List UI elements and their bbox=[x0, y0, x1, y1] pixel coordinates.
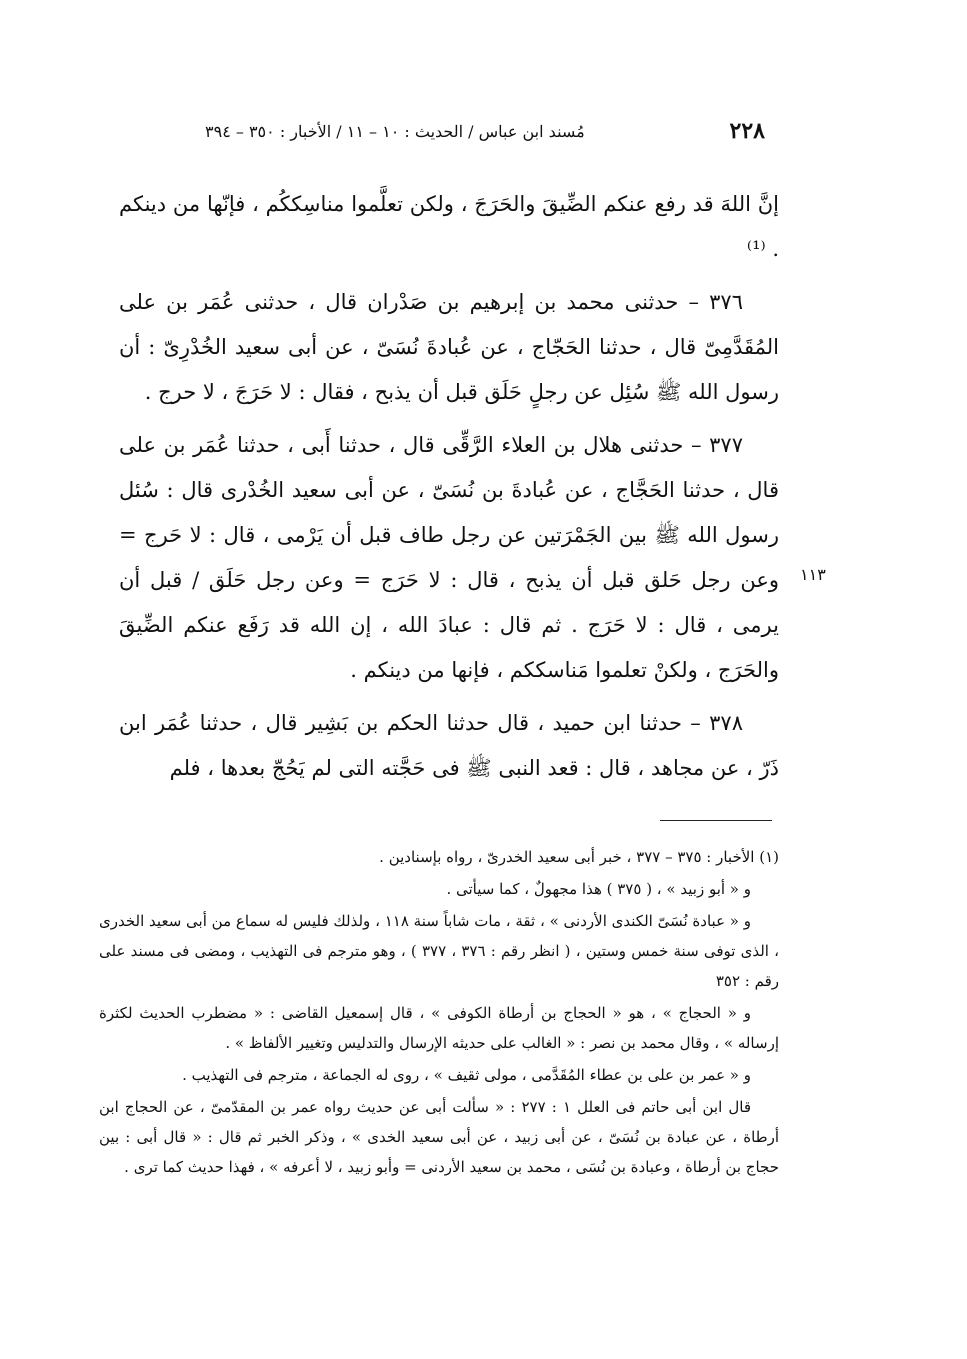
page-header bbox=[205, 118, 765, 148]
footnote-ubada: و « عبادة نُسَىّ الكندى الأردنى » ، ثقة ، مات شاباً سنة ١١٨ ، ولذلك فليس له سماع من أبى سعيد الخدرى ، الذى توفى سنة خمس وستين ، ( انظر رقم : ٣٧٦ ، ٣٧٧ ) ، وهو مترجم فى التهذيب ، ومضى فى مسند على رقم : ٣٥٢ bbox=[99, 912, 779, 990]
page-number: ٢٢٨ bbox=[729, 118, 765, 144]
footnote-umar: و « عمر بن على بن عطاء المُقَدَّمى ، مولى ثقيف » ، روى له الجماعة ، مترجم فى التهذيب . bbox=[182, 1066, 751, 1084]
paragraph-continuation: إنَّ اللهَ قد رفع عنكم الضِّيقَ والحَرَجَ ، ولكن تعلَّموا مناسِككُم ، فإنّها من دينكم . ⁽¹⁾ bbox=[119, 192, 779, 261]
marginal-number: ١١٣ bbox=[800, 565, 826, 584]
hadith-377: ٣٧٧ – حدثنى هلال بن العلاء الرَّقِّى قال ، حدثنا أَبى ، حدثنا عُمَر بن على قال ، حدثنا الحَجَّاج ، عن عُبادةَ بن نُسَىّ ، عن أبى سعيد الخُدْرى قال : سُئل رسول الله ﷺ بين الجَمْرَتين عن رجل طاف قبل أن يَرْمى ، قال : لا حَرج = وعن رجل حَلق قبل أن يذبح ، قال : لا حَرَج = وعن رجل حَلَق / قبل أن يرمى ، قال : لا حَرَج . ثم قال : عبادَ الله ، إن الله قد رَفَع عنكم الضِّيقَ والحَرَج ، ولكنْ تعلموا مَناسككم ، فإنها من دينكم . bbox=[119, 433, 779, 682]
footnote-hajjaj: و « الحجاج » ، هو « الحجاج بن أرطاة الكوفى » ، قال إسمعيل القاضى : « مضطرب الحديث لكثرة إرساله » ، وقال محمد بن نصر : « الغالب على حديثه الإرسال والتدليس وتغيير الألفاظ » . bbox=[99, 1004, 779, 1052]
footnote-ilal: قال ابن أبى حاتم فى العلل ١ : ٢٧٧ : « سألت أبى عن حديث رواه عمر بن المقدّمىّ ، عن الحجاج ابن أرطاة ، عن عبادة بن نُسَىّ ، عن أبى زبيد ، عن أبى سعيد الخدى » ، وذكر الخبر ثم قال : « قال أبى : بين حجاج بن أرطاة ، وعبادة بن نُسَى ، محمد بن سعيد الأردنى = وأبو زبيد ، لا أعرفه » ، فهذا حديث كما ترى . bbox=[99, 1098, 779, 1176]
footnote-abu-zubaid: و « أبو زبيد » ، ( ٣٧٥ ) هذا مجهولٌ ، كما سيأتى . bbox=[446, 880, 751, 898]
running-title: مُسند ابن عباس / الحديث : ١٠ – ١١ / الأخبار : ٣٥٠ – ٣٩٤ bbox=[205, 122, 585, 141]
footnotes bbox=[99, 842, 779, 1184]
footnote-divider bbox=[660, 820, 772, 821]
hadith-378: ٣٧٨ – حدثنا ابن حميد ، قال حدثنا الحكم بن بَشِير قال ، حدثنا عُمَر ابن ذَرّ ، عن مجاهد ، قال : قعد النبى ﷺ فى حَجَّته التى لم يَحُجّ بعدها ، فلم bbox=[119, 711, 779, 780]
footnote-1: (١) الأخبار : ٣٧٥ – ٣٧٧ ، خبر أبى سعيد الخدرىّ ، رواه بإسنادين . bbox=[379, 848, 779, 866]
main-text bbox=[119, 182, 779, 799]
hadith-376: ٣٧٦ – حدثنى محمد بن إبرهيم بن صَدْران قال ، حدثنى عُمَر بن على المُقَدَّمِىّ قال ، حدثنا الحَجّاج ، عن عُبادةَ نُسَىّ ، عن أبى سعيد الخُدْرِىّ : أن رسول الله ﷺ سُئِل عن رجلٍ حَلَق قبل أن يذبح ، فقال : لا حَرَجَ ، لا حرج . bbox=[119, 290, 779, 404]
